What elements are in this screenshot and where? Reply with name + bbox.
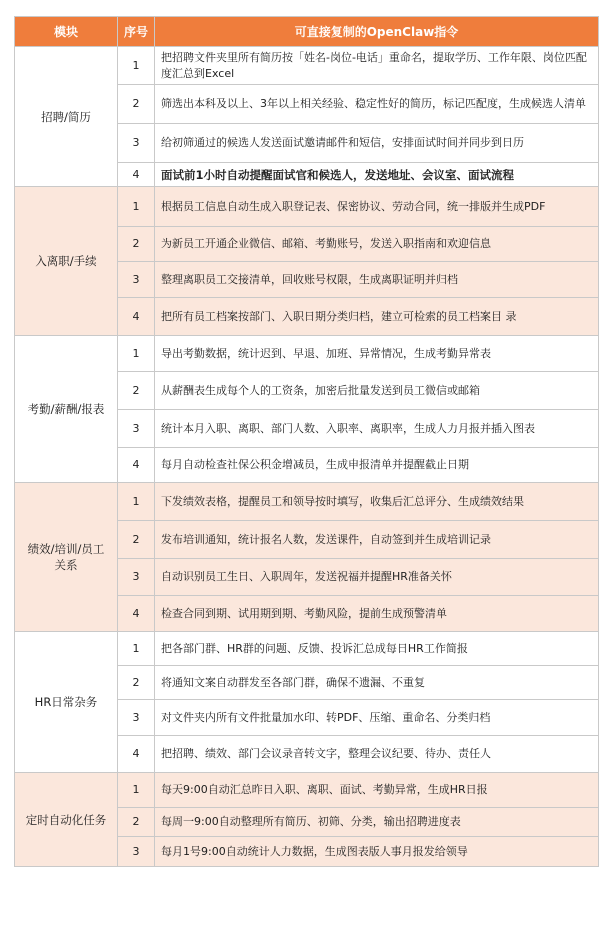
instruction-cell[interactable]: 筛选出本科及以上、3年以上相关经验、稳定性好的简历，标记匹配度，生成候选人清单 [155,85,599,124]
instruction-cell[interactable]: 从薪酬表生成每个人的工资条，加密后批量发送到员工微信或邮箱 [155,372,599,410]
index-cell: 4 [118,448,155,483]
table-row [15,336,599,372]
instruction-cell[interactable]: 面试前1小时自动提醒面试官和候选人，发送地址、会议室、面试流程 [155,163,599,187]
table-header-row [15,17,599,47]
instruction-cell[interactable]: 把招聘文件夹里所有简历按「姓名-岗位-电话」重命名，提取学历、工作年限、岗位匹配度汇总到Excel [155,47,599,85]
index-cell: 1 [118,47,155,85]
instruction-cell[interactable]: 将通知文案自动群发至各部门群，确保不遗漏、不重复 [155,666,599,700]
index-cell: 1 [118,187,155,227]
index-cell: 2 [118,521,155,559]
index-cell: 4 [118,596,155,632]
module-cell: 定时自动化任务 [15,773,118,867]
module-cell: HR日常杂务 [15,632,118,773]
instruction-cell[interactable]: 每月1号9:00自动统计人力数据，生成图表版人事月报发给领导 [155,837,599,867]
instruction-cell[interactable]: 统计本月入职、离职、部门人数、入职率、离职率，生成人力月报并插入图表 [155,410,599,448]
instruction-cell[interactable]: 根据员工信息自动生成入职登记表、保密协议、劳动合同，统一排版并生成PDF [155,187,599,227]
table-body [15,47,599,867]
index-cell: 3 [118,700,155,736]
instruction-cell[interactable]: 导出考勤数据，统计迟到、早退、加班、异常情况，生成考勤异常表 [155,336,599,372]
module-cell: 招聘/简历 [15,47,118,187]
instruction-cell[interactable]: 把各部门群、HR群的问题、反馈、投诉汇总成每日HR工作简报 [155,632,599,666]
index-cell: 4 [118,736,155,773]
instruction-cell[interactable]: 为新员工开通企业微信、邮箱、考勤账号，发送入职指南和欢迎信息 [155,227,599,262]
instruction-cell[interactable]: 检查合同到期、试用期到期、考勤风险，提前生成预警清单 [155,596,599,632]
instruction-cell[interactable]: 每月自动检查社保公积金增减员，生成申报清单并提醒截止日期 [155,448,599,483]
table-row [15,187,599,227]
instruction-cell[interactable]: 对文件夹内所有文件批量加水印、转PDF、压缩、重命名、分类归档 [155,700,599,736]
index-cell: 1 [118,336,155,372]
table-row [15,47,599,85]
index-cell: 2 [118,85,155,124]
index-cell: 3 [118,410,155,448]
openclaw-command-table [14,16,599,867]
header-instruction: 可直接复制的OpenClaw指令 [155,17,599,47]
index-cell: 4 [118,163,155,187]
instruction-cell[interactable]: 每周一9:00自动整理所有简历、初筛、分类，输出招聘进度表 [155,808,599,837]
instruction-cell[interactable]: 下发绩效表格，提醒员工和领导按时填写，收集后汇总评分、生成绩效结果 [155,483,599,521]
header-module: 模块 [15,17,118,47]
instruction-cell[interactable]: 整理离职员工交接清单，回收账号权限，生成离职证明并归档 [155,262,599,298]
header-index: 序号 [118,17,155,47]
instruction-cell[interactable]: 把招聘、绩效、部门会议录音转文字，整理会议纪要、待办、责任人 [155,736,599,773]
instruction-table [14,16,598,867]
module-cell: 考勤/薪酬/报表 [15,336,118,483]
instruction-cell[interactable]: 自动识别员工生日、入职周年，发送祝福并提醒HR准备关怀 [155,559,599,596]
index-cell: 2 [118,666,155,700]
module-cell: 绩效/培训/员工关系 [15,483,118,632]
index-cell: 3 [118,559,155,596]
index-cell: 4 [118,298,155,336]
module-cell: 入离职/手续 [15,187,118,336]
table-row [15,632,599,666]
index-cell: 2 [118,227,155,262]
index-cell: 3 [118,837,155,867]
table-row [15,773,599,808]
index-cell: 1 [118,773,155,808]
table-row [15,483,599,521]
index-cell: 3 [118,262,155,298]
index-cell: 2 [118,372,155,410]
index-cell: 3 [118,124,155,163]
index-cell: 1 [118,632,155,666]
index-cell: 1 [118,483,155,521]
instruction-cell[interactable]: 每天9:00自动汇总昨日入职、离职、面试、考勤异常，生成HR日报 [155,773,599,808]
instruction-cell[interactable]: 给初筛通过的候选人发送面试邀请邮件和短信，安排面试时间并同步到日历 [155,124,599,163]
instruction-cell[interactable]: 发布培训通知，统计报名人数，发送课件，自动签到并生成培训记录 [155,521,599,559]
index-cell: 2 [118,808,155,837]
instruction-cell[interactable]: 把所有员工档案按部门、入职日期分类归档，建立可检索的员工档案目 录 [155,298,599,336]
